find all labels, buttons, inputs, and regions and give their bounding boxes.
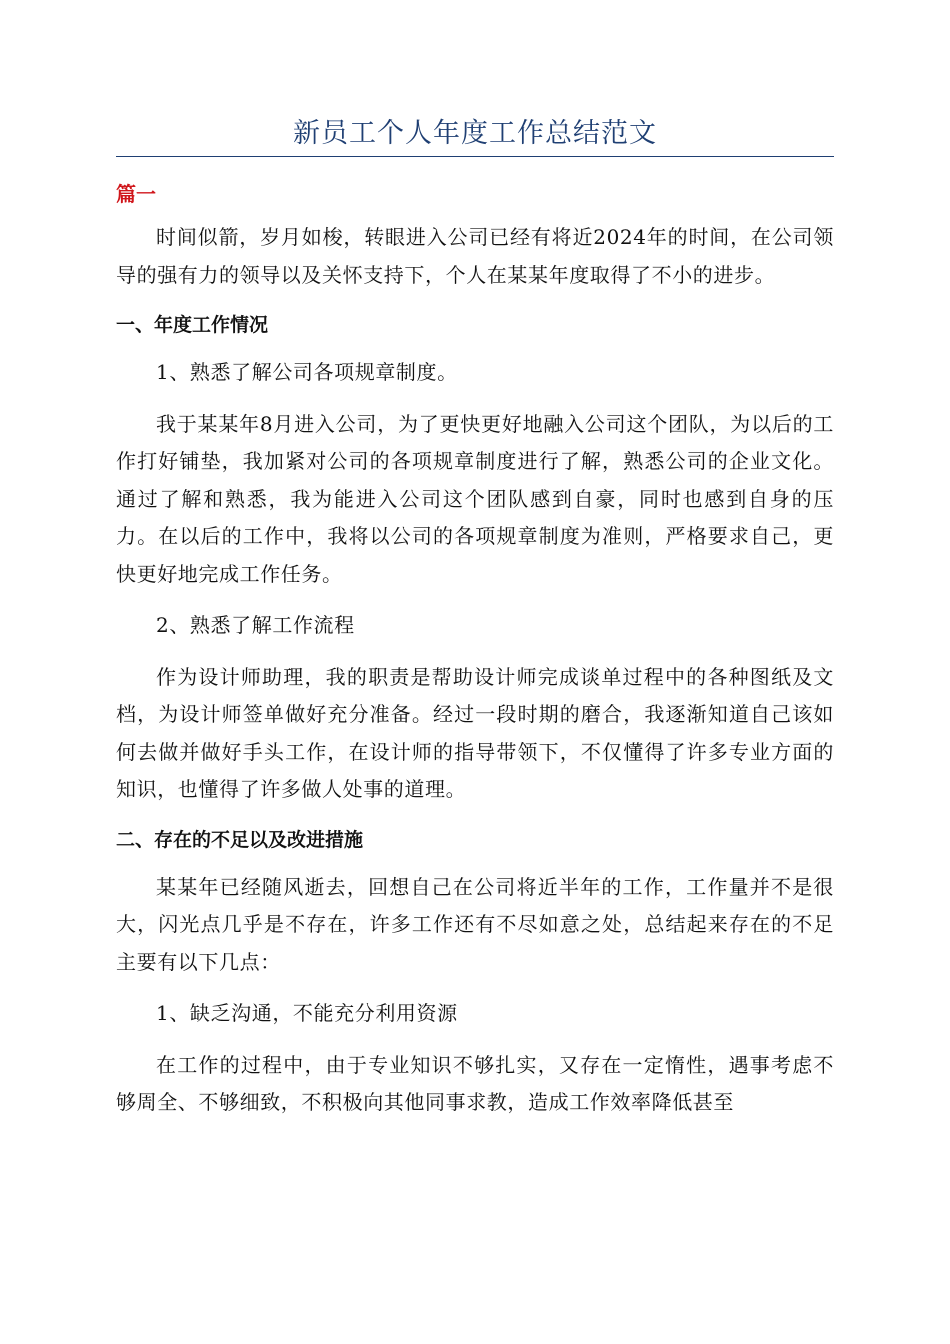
heading-shortcomings: 二、存在的不足以及改进措施 — [116, 828, 364, 851]
item-workflow-body: 作为设计师助理，我的职责是帮助设计师完成谈单过程中的各种图纸及文档，为设计师签单做好充分准备。经过一段时期的磨合，我逐渐知道自己该如何去做并做好手头工作，在设计师的指导带领下，不仅懂得了许多专业方面的知识，也懂得了许多做人处事的道理。 — [116, 664, 834, 801]
title-underline — [116, 156, 834, 157]
item-rules-body: 我于某某年8月进入公司，为了更快更好地融入公司这个团队，为以后的工作打好铺垫，我加紧对公司的各项规章制度进行了解，熟悉公司的企业文化。通过了解和熟悉，我为能进入公司这个团队感到自豪，同时也感到自身的压力。在以后的工作中，我将以公司的各项规章制度为准则，严格要求自己，更快更好地完成工作任务。 — [116, 411, 834, 586]
heading-annual-work: 一、年度工作情况 — [116, 314, 269, 336]
document-title: 新员工个人年度工作总结范文 — [293, 118, 657, 149]
section-label: 篇一 — [116, 182, 156, 206]
document-page — [116, 112, 834, 1122]
item-rules-title: 1、熟悉了解公司各项规章制度。 — [156, 360, 458, 384]
shortcomings-intro: 某某年已经随风逝去，回想自己在公司将近半年的工作，工作量并不是很大，闪光点几乎是不存在，许多工作还有不尽如意之处，总结起来存在的不足主要有以下几点： — [116, 874, 834, 974]
item-workflow-title: 2、熟悉了解工作流程 — [156, 613, 355, 637]
intro-paragraph: 时间似箭，岁月如梭，转眼进入公司已经有将近2024年的时间，在公司领导的强有力的领导以及关怀支持下，个人在某某年度取得了不小的进步。 — [116, 225, 834, 287]
item-communication-body: 在工作的过程中，由于专业知识不够扎实，又存在一定惰性，遇事考虑不够周全、不够细致，不积极向其他同事求教，造成工作效率降低甚至 — [116, 1052, 834, 1114]
item-communication-title: 1、缺乏沟通，不能充分利用资源 — [156, 1001, 458, 1025]
